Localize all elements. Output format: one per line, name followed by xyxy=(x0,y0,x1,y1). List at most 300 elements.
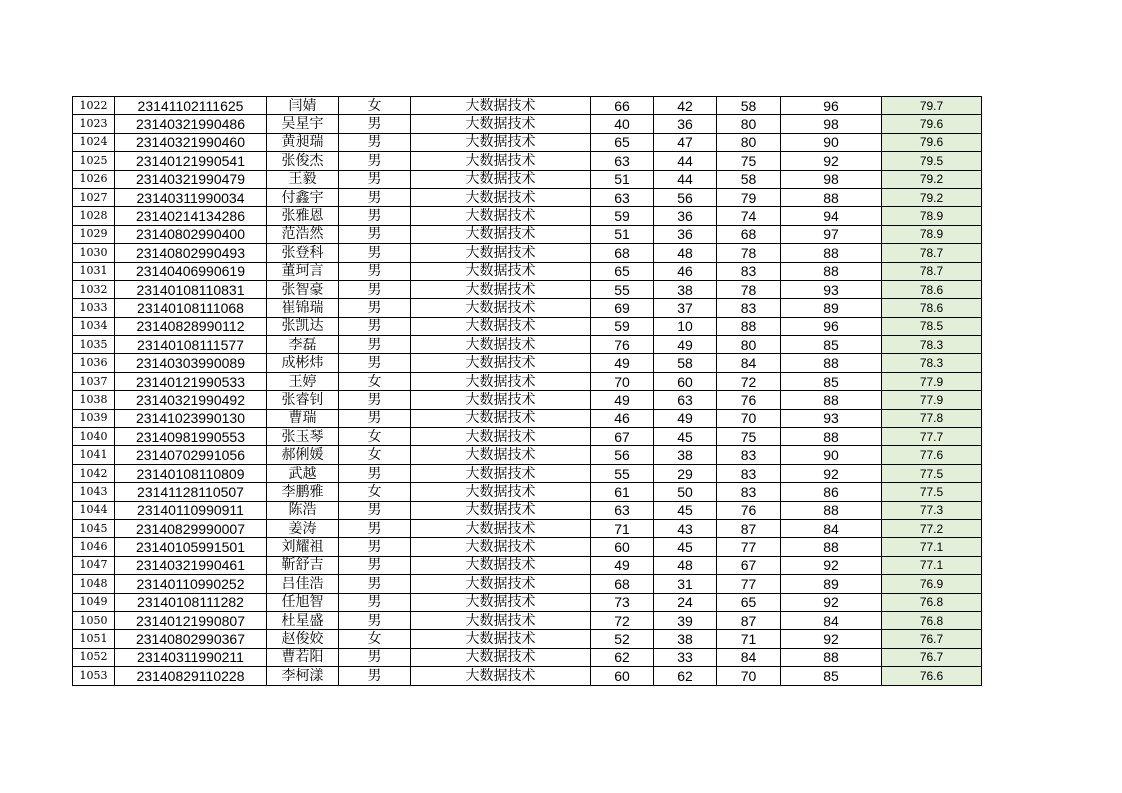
total-score-cell: 79.6 xyxy=(882,133,982,151)
score-cell-2: 36 xyxy=(654,225,717,243)
score-cell-4: 88 xyxy=(781,501,882,519)
student-id-cell: 23140110990252 xyxy=(115,575,267,593)
name-cell: 崔锦瑞 xyxy=(267,299,339,317)
row-number-cell: 1031 xyxy=(73,262,115,280)
score-cell-4: 88 xyxy=(781,262,882,280)
table-row xyxy=(73,207,982,225)
score-cell-4: 93 xyxy=(781,280,882,298)
major-cell: 大数据技术 xyxy=(411,667,591,685)
student-id-cell: 23140981990553 xyxy=(115,428,267,446)
table-row xyxy=(73,336,982,354)
student-id-cell: 23140121990541 xyxy=(115,152,267,170)
table-row xyxy=(73,280,982,298)
score-cell-4: 92 xyxy=(781,464,882,482)
score-cell-2: 56 xyxy=(654,188,717,206)
gender-cell: 女 xyxy=(339,446,411,464)
major-cell: 大数据技术 xyxy=(411,354,591,372)
name-cell: 王毅 xyxy=(267,170,339,188)
gender-cell: 男 xyxy=(339,317,411,335)
score-cell-2: 36 xyxy=(654,115,717,133)
score-cell-4: 84 xyxy=(781,611,882,629)
score-cell-4: 94 xyxy=(781,207,882,225)
name-cell: 张凯达 xyxy=(267,317,339,335)
major-cell: 大数据技术 xyxy=(411,575,591,593)
table-row xyxy=(73,648,982,666)
name-cell: 董珂言 xyxy=(267,262,339,280)
score-cell-4: 84 xyxy=(781,519,882,537)
major-cell: 大数据技术 xyxy=(411,464,591,482)
score-cell-2: 63 xyxy=(654,391,717,409)
score-cell-2: 37 xyxy=(654,299,717,317)
name-cell: 张玉琴 xyxy=(267,428,339,446)
gender-cell: 男 xyxy=(339,556,411,574)
name-cell: 曹瑞 xyxy=(267,409,339,427)
student-id-cell: 23140121990807 xyxy=(115,611,267,629)
score-cell-1: 63 xyxy=(591,152,654,170)
score-cell-1: 73 xyxy=(591,593,654,611)
score-cell-3: 83 xyxy=(717,483,781,501)
total-score-cell: 77.8 xyxy=(882,409,982,427)
score-cell-3: 58 xyxy=(717,97,781,115)
row-number-cell: 1045 xyxy=(73,519,115,537)
score-cell-4: 89 xyxy=(781,299,882,317)
total-score-cell: 79.5 xyxy=(882,152,982,170)
score-cell-3: 87 xyxy=(717,611,781,629)
score-cell-4: 92 xyxy=(781,630,882,648)
total-score-cell: 76.9 xyxy=(882,575,982,593)
total-score-cell: 78.9 xyxy=(882,207,982,225)
score-cell-2: 50 xyxy=(654,483,717,501)
row-number-cell: 1041 xyxy=(73,446,115,464)
score-cell-1: 60 xyxy=(591,538,654,556)
score-cell-1: 51 xyxy=(591,225,654,243)
student-id-cell: 23140802990367 xyxy=(115,630,267,648)
total-score-cell: 77.6 xyxy=(882,446,982,464)
name-cell: 吕佳浩 xyxy=(267,575,339,593)
table-row xyxy=(73,593,982,611)
score-cell-2: 48 xyxy=(654,244,717,262)
total-score-cell: 79.2 xyxy=(882,188,982,206)
score-cell-1: 63 xyxy=(591,188,654,206)
student-id-cell: 23140311990211 xyxy=(115,648,267,666)
score-cell-2: 45 xyxy=(654,428,717,446)
table-body xyxy=(73,97,982,686)
score-cell-3: 75 xyxy=(717,428,781,446)
name-cell: 赵俊姣 xyxy=(267,630,339,648)
score-cell-2: 38 xyxy=(654,446,717,464)
major-cell: 大数据技术 xyxy=(411,317,591,335)
total-score-cell: 78.7 xyxy=(882,262,982,280)
student-id-cell: 23140406990619 xyxy=(115,262,267,280)
major-cell: 大数据技术 xyxy=(411,501,591,519)
name-cell: 闫婧 xyxy=(267,97,339,115)
score-cell-3: 76 xyxy=(717,391,781,409)
score-cell-3: 79 xyxy=(717,188,781,206)
row-number-cell: 1026 xyxy=(73,170,115,188)
table-row xyxy=(73,667,982,685)
score-cell-1: 66 xyxy=(591,97,654,115)
total-score-cell: 76.7 xyxy=(882,630,982,648)
student-id-cell: 23140108110831 xyxy=(115,280,267,298)
score-cell-2: 31 xyxy=(654,575,717,593)
row-number-cell: 1052 xyxy=(73,648,115,666)
gender-cell: 男 xyxy=(339,611,411,629)
score-cell-2: 60 xyxy=(654,372,717,390)
row-number-cell: 1044 xyxy=(73,501,115,519)
name-cell: 李鹏雅 xyxy=(267,483,339,501)
total-score-cell: 77.9 xyxy=(882,372,982,390)
row-number-cell: 1047 xyxy=(73,556,115,574)
gender-cell: 男 xyxy=(339,225,411,243)
table-row xyxy=(73,428,982,446)
score-cell-3: 83 xyxy=(717,464,781,482)
gender-cell: 男 xyxy=(339,575,411,593)
score-cell-2: 62 xyxy=(654,667,717,685)
major-cell: 大数据技术 xyxy=(411,446,591,464)
table-row xyxy=(73,501,982,519)
major-cell: 大数据技术 xyxy=(411,409,591,427)
student-id-cell: 23140702991056 xyxy=(115,446,267,464)
name-cell: 郝俐媛 xyxy=(267,446,339,464)
major-cell: 大数据技术 xyxy=(411,428,591,446)
table-row xyxy=(73,464,982,482)
score-cell-3: 71 xyxy=(717,630,781,648)
name-cell: 刘耀祖 xyxy=(267,538,339,556)
student-id-cell: 23140802990400 xyxy=(115,225,267,243)
row-number-cell: 1032 xyxy=(73,280,115,298)
total-score-cell: 77.1 xyxy=(882,556,982,574)
major-cell: 大数据技术 xyxy=(411,299,591,317)
table-row xyxy=(73,372,982,390)
gender-cell: 男 xyxy=(339,170,411,188)
score-cell-4: 88 xyxy=(781,391,882,409)
table-row xyxy=(73,115,982,133)
score-cell-3: 80 xyxy=(717,115,781,133)
total-score-cell: 76.7 xyxy=(882,648,982,666)
total-score-cell: 78.6 xyxy=(882,280,982,298)
table-row xyxy=(73,133,982,151)
score-cell-1: 55 xyxy=(591,464,654,482)
student-id-cell: 23141128110507 xyxy=(115,483,267,501)
name-cell: 任旭智 xyxy=(267,593,339,611)
score-cell-3: 68 xyxy=(717,225,781,243)
score-cell-4: 98 xyxy=(781,115,882,133)
score-cell-2: 39 xyxy=(654,611,717,629)
score-cell-4: 88 xyxy=(781,428,882,446)
gender-cell: 女 xyxy=(339,428,411,446)
score-cell-2: 49 xyxy=(654,409,717,427)
row-number-cell: 1046 xyxy=(73,538,115,556)
score-cell-1: 62 xyxy=(591,648,654,666)
student-id-cell: 23140214134286 xyxy=(115,207,267,225)
gender-cell: 男 xyxy=(339,354,411,372)
row-number-cell: 1050 xyxy=(73,611,115,629)
score-cell-1: 51 xyxy=(591,170,654,188)
name-cell: 范浩然 xyxy=(267,225,339,243)
score-cell-4: 92 xyxy=(781,593,882,611)
student-id-cell: 23140105991501 xyxy=(115,538,267,556)
row-number-cell: 1027 xyxy=(73,188,115,206)
student-id-cell: 23140321990486 xyxy=(115,115,267,133)
score-cell-2: 47 xyxy=(654,133,717,151)
major-cell: 大数据技术 xyxy=(411,391,591,409)
table-row xyxy=(73,262,982,280)
score-cell-3: 77 xyxy=(717,538,781,556)
total-score-cell: 78.5 xyxy=(882,317,982,335)
major-cell: 大数据技术 xyxy=(411,152,591,170)
total-score-cell: 79.7 xyxy=(882,97,982,115)
major-cell: 大数据技术 xyxy=(411,556,591,574)
table-row xyxy=(73,519,982,537)
total-score-cell: 77.5 xyxy=(882,464,982,482)
major-cell: 大数据技术 xyxy=(411,630,591,648)
row-number-cell: 1028 xyxy=(73,207,115,225)
row-number-cell: 1037 xyxy=(73,372,115,390)
name-cell: 张智豪 xyxy=(267,280,339,298)
student-id-cell: 23140829110228 xyxy=(115,667,267,685)
major-cell: 大数据技术 xyxy=(411,648,591,666)
name-cell: 成彬炜 xyxy=(267,354,339,372)
score-cell-4: 88 xyxy=(781,648,882,666)
score-cell-4: 85 xyxy=(781,336,882,354)
score-cell-3: 78 xyxy=(717,244,781,262)
table-row xyxy=(73,317,982,335)
table-row xyxy=(73,409,982,427)
student-id-cell: 23141102111625 xyxy=(115,97,267,115)
total-score-cell: 79.6 xyxy=(882,115,982,133)
row-number-cell: 1023 xyxy=(73,115,115,133)
table-row xyxy=(73,152,982,170)
major-cell: 大数据技术 xyxy=(411,611,591,629)
table-row xyxy=(73,188,982,206)
name-cell: 吴星宇 xyxy=(267,115,339,133)
major-cell: 大数据技术 xyxy=(411,188,591,206)
score-cell-1: 40 xyxy=(591,115,654,133)
student-id-cell: 23140321990460 xyxy=(115,133,267,151)
score-cell-1: 60 xyxy=(591,667,654,685)
gender-cell: 男 xyxy=(339,593,411,611)
student-id-cell: 23140802990493 xyxy=(115,244,267,262)
name-cell: 王婷 xyxy=(267,372,339,390)
total-score-cell: 77.5 xyxy=(882,483,982,501)
score-cell-2: 38 xyxy=(654,280,717,298)
row-number-cell: 1024 xyxy=(73,133,115,151)
gender-cell: 女 xyxy=(339,372,411,390)
score-table xyxy=(72,96,982,686)
major-cell: 大数据技术 xyxy=(411,519,591,537)
row-number-cell: 1035 xyxy=(73,336,115,354)
student-id-cell: 23140828990112 xyxy=(115,317,267,335)
student-id-cell: 23140303990089 xyxy=(115,354,267,372)
score-cell-3: 58 xyxy=(717,170,781,188)
major-cell: 大数据技术 xyxy=(411,244,591,262)
score-cell-4: 88 xyxy=(781,538,882,556)
row-number-cell: 1043 xyxy=(73,483,115,501)
score-cell-1: 59 xyxy=(591,317,654,335)
score-cell-3: 76 xyxy=(717,501,781,519)
gender-cell: 男 xyxy=(339,280,411,298)
gender-cell: 男 xyxy=(339,152,411,170)
score-cell-3: 84 xyxy=(717,354,781,372)
score-cell-3: 88 xyxy=(717,317,781,335)
score-cell-2: 38 xyxy=(654,630,717,648)
name-cell: 陈浩 xyxy=(267,501,339,519)
student-id-cell: 23140108110809 xyxy=(115,464,267,482)
total-score-cell: 77.7 xyxy=(882,428,982,446)
student-id-cell: 23140321990479 xyxy=(115,170,267,188)
row-number-cell: 1040 xyxy=(73,428,115,446)
gender-cell: 男 xyxy=(339,409,411,427)
total-score-cell: 78.9 xyxy=(882,225,982,243)
major-cell: 大数据技术 xyxy=(411,336,591,354)
score-cell-4: 92 xyxy=(781,152,882,170)
row-number-cell: 1029 xyxy=(73,225,115,243)
student-id-cell: 23140321990492 xyxy=(115,391,267,409)
gender-cell: 男 xyxy=(339,538,411,556)
gender-cell: 男 xyxy=(339,519,411,537)
score-cell-3: 72 xyxy=(717,372,781,390)
row-number-cell: 1049 xyxy=(73,593,115,611)
score-cell-2: 43 xyxy=(654,519,717,537)
table-row xyxy=(73,630,982,648)
total-score-cell: 77.2 xyxy=(882,519,982,537)
row-number-cell: 1053 xyxy=(73,667,115,685)
major-cell: 大数据技术 xyxy=(411,207,591,225)
gender-cell: 男 xyxy=(339,667,411,685)
major-cell: 大数据技术 xyxy=(411,372,591,390)
score-cell-4: 86 xyxy=(781,483,882,501)
row-number-cell: 1048 xyxy=(73,575,115,593)
score-cell-4: 90 xyxy=(781,446,882,464)
score-cell-3: 84 xyxy=(717,648,781,666)
row-number-cell: 1033 xyxy=(73,299,115,317)
score-cell-3: 70 xyxy=(717,667,781,685)
table-row xyxy=(73,483,982,501)
score-cell-2: 36 xyxy=(654,207,717,225)
score-cell-3: 80 xyxy=(717,133,781,151)
score-cell-4: 90 xyxy=(781,133,882,151)
score-cell-3: 80 xyxy=(717,336,781,354)
student-id-cell: 23140829990007 xyxy=(115,519,267,537)
name-cell: 杜星盛 xyxy=(267,611,339,629)
table-row xyxy=(73,244,982,262)
name-cell: 张登科 xyxy=(267,244,339,262)
table-row xyxy=(73,225,982,243)
score-cell-1: 49 xyxy=(591,556,654,574)
score-cell-4: 96 xyxy=(781,317,882,335)
gender-cell: 男 xyxy=(339,188,411,206)
major-cell: 大数据技术 xyxy=(411,280,591,298)
score-cell-1: 69 xyxy=(591,299,654,317)
gender-cell: 男 xyxy=(339,244,411,262)
student-id-cell: 23140121990533 xyxy=(115,372,267,390)
score-cell-3: 70 xyxy=(717,409,781,427)
score-cell-3: 65 xyxy=(717,593,781,611)
major-cell: 大数据技术 xyxy=(411,538,591,556)
total-score-cell: 78.6 xyxy=(882,299,982,317)
major-cell: 大数据技术 xyxy=(411,483,591,501)
student-id-cell: 23140110990911 xyxy=(115,501,267,519)
score-cell-1: 76 xyxy=(591,336,654,354)
score-cell-2: 58 xyxy=(654,354,717,372)
row-number-cell: 1038 xyxy=(73,391,115,409)
name-cell: 李磊 xyxy=(267,336,339,354)
gender-cell: 男 xyxy=(339,464,411,482)
major-cell: 大数据技术 xyxy=(411,115,591,133)
row-number-cell: 1030 xyxy=(73,244,115,262)
gender-cell: 男 xyxy=(339,336,411,354)
score-cell-4: 85 xyxy=(781,667,882,685)
gender-cell: 男 xyxy=(339,501,411,519)
total-score-cell: 76.8 xyxy=(882,611,982,629)
total-score-cell: 77.3 xyxy=(882,501,982,519)
student-id-cell: 23140108111068 xyxy=(115,299,267,317)
row-number-cell: 1042 xyxy=(73,464,115,482)
table-row xyxy=(73,611,982,629)
gender-cell: 男 xyxy=(339,648,411,666)
student-id-cell: 23140311990034 xyxy=(115,188,267,206)
score-cell-4: 88 xyxy=(781,188,882,206)
row-number-cell: 1039 xyxy=(73,409,115,427)
score-cell-3: 83 xyxy=(717,262,781,280)
score-cell-2: 44 xyxy=(654,152,717,170)
score-cell-4: 88 xyxy=(781,244,882,262)
score-cell-1: 55 xyxy=(591,280,654,298)
total-score-cell: 78.3 xyxy=(882,336,982,354)
score-cell-1: 49 xyxy=(591,391,654,409)
total-score-cell: 76.8 xyxy=(882,593,982,611)
name-cell: 靳舒吉 xyxy=(267,556,339,574)
name-cell: 黄昶瑞 xyxy=(267,133,339,151)
gender-cell: 男 xyxy=(339,133,411,151)
name-cell: 武越 xyxy=(267,464,339,482)
total-score-cell: 77.1 xyxy=(882,538,982,556)
score-cell-1: 68 xyxy=(591,244,654,262)
score-cell-2: 44 xyxy=(654,170,717,188)
score-cell-1: 52 xyxy=(591,630,654,648)
score-cell-1: 61 xyxy=(591,483,654,501)
table-row xyxy=(73,354,982,372)
score-cell-3: 78 xyxy=(717,280,781,298)
score-cell-2: 29 xyxy=(654,464,717,482)
total-score-cell: 77.9 xyxy=(882,391,982,409)
score-cell-3: 87 xyxy=(717,519,781,537)
score-cell-4: 92 xyxy=(781,556,882,574)
row-number-cell: 1051 xyxy=(73,630,115,648)
name-cell: 张睿钊 xyxy=(267,391,339,409)
score-cell-4: 98 xyxy=(781,170,882,188)
score-cell-4: 96 xyxy=(781,97,882,115)
score-cell-3: 75 xyxy=(717,152,781,170)
student-id-cell: 23141023990130 xyxy=(115,409,267,427)
gender-cell: 男 xyxy=(339,115,411,133)
table-row xyxy=(73,97,982,115)
score-cell-2: 49 xyxy=(654,336,717,354)
row-number-cell: 1022 xyxy=(73,97,115,115)
table-row xyxy=(73,170,982,188)
score-cell-1: 68 xyxy=(591,575,654,593)
gender-cell: 女 xyxy=(339,97,411,115)
major-cell: 大数据技术 xyxy=(411,225,591,243)
score-cell-3: 67 xyxy=(717,556,781,574)
student-id-cell: 23140321990461 xyxy=(115,556,267,574)
score-cell-2: 33 xyxy=(654,648,717,666)
score-cell-2: 45 xyxy=(654,538,717,556)
table-row xyxy=(73,538,982,556)
table-row xyxy=(73,556,982,574)
table-row xyxy=(73,446,982,464)
name-cell: 张俊杰 xyxy=(267,152,339,170)
